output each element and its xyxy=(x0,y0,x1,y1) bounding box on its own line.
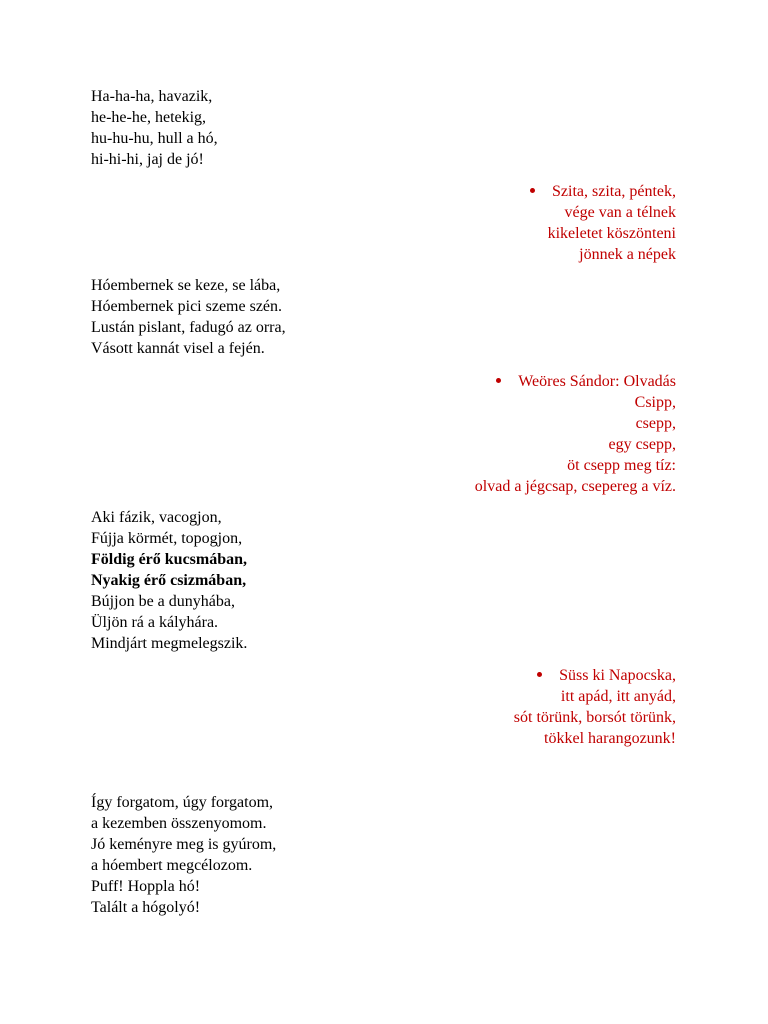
poem-stanza-2 xyxy=(91,275,286,359)
poem-line: Bújjon be a dunyhába, xyxy=(91,593,235,610)
rhyme-line: egy csepp, xyxy=(608,436,676,453)
poem-line: Puff! Hoppla hó! xyxy=(91,878,201,895)
poem-line: Lustán pislant, fadugó az orra, xyxy=(91,319,286,336)
rhyme-line-text: Weöres Sándor: Olvadás xyxy=(518,373,676,390)
rhyme-line: vége van a télnek xyxy=(564,204,676,221)
rhyme-line: öt csepp meg tíz: xyxy=(567,457,676,474)
poem-line-bold: Földig érő kucsmában, xyxy=(91,551,248,568)
rhyme-line: csepp, xyxy=(635,415,676,432)
poem-line: Üljön rá a kályhára. xyxy=(91,614,219,631)
rhyme-line: kikeletet köszönteni xyxy=(547,225,676,242)
poem-line: Így forgatom, úgy forgatom, xyxy=(91,794,274,811)
poem-stanza-1 xyxy=(91,86,218,170)
poem-line: Talált a hógolyó! xyxy=(91,899,201,916)
rhyme-block-2 xyxy=(475,371,676,497)
poem-line: a hóembert megcélozom. xyxy=(91,857,253,874)
rhyme-line: jönnek a népek xyxy=(579,246,676,263)
rhyme-line xyxy=(514,665,676,686)
poem-line: Hóembernek pici szeme szén. xyxy=(91,298,283,315)
rhyme-line: tökkel harangozunk! xyxy=(544,730,676,747)
rhyme-line: olvad a jégcsap, csepereg a víz. xyxy=(474,478,676,495)
poem-line: a kezemben összenyomom. xyxy=(91,815,267,832)
poem-line: Ha-ha-ha, havazik, xyxy=(91,88,213,105)
bullet-icon xyxy=(496,371,518,392)
rhyme-block-1 xyxy=(530,181,676,265)
poem-line: Jó keményre meg is gyúrom, xyxy=(91,836,277,853)
rhyme-line-text: Süss ki Napocska, xyxy=(559,667,676,684)
poem-stanza-4 xyxy=(91,792,276,918)
bullet-icon xyxy=(530,181,552,202)
poem-line-bold: Nyakig érő csizmában, xyxy=(91,572,247,589)
rhyme-line: itt apád, itt anyád, xyxy=(560,688,676,705)
poem-line: Hóembernek se keze, se lába, xyxy=(91,277,281,294)
poem-line: hi-hi-hi, jaj de jó! xyxy=(91,151,204,168)
rhyme-line xyxy=(475,371,676,392)
rhyme-line xyxy=(530,181,676,202)
poem-line: Aki fázik, vacogjon, xyxy=(91,509,222,526)
poem-line: Vásott kannát visel a fején. xyxy=(91,340,265,357)
poem-line: Mindjárt megmelegszik. xyxy=(91,635,248,652)
poem-line: hu-hu-hu, hull a hó, xyxy=(91,130,218,147)
poem-line: Fújja körmét, topogjon, xyxy=(91,530,243,547)
rhyme-line: sót törünk, borsót törünk, xyxy=(513,709,676,726)
rhyme-line-text: Szita, szita, péntek, xyxy=(552,183,676,200)
rhyme-block-3 xyxy=(514,665,676,749)
rhyme-line: Csipp, xyxy=(634,394,676,411)
poem-stanza-3 xyxy=(91,507,247,654)
bullet-icon xyxy=(537,665,559,686)
poem-line: he-he-he, hetekig, xyxy=(91,109,207,126)
